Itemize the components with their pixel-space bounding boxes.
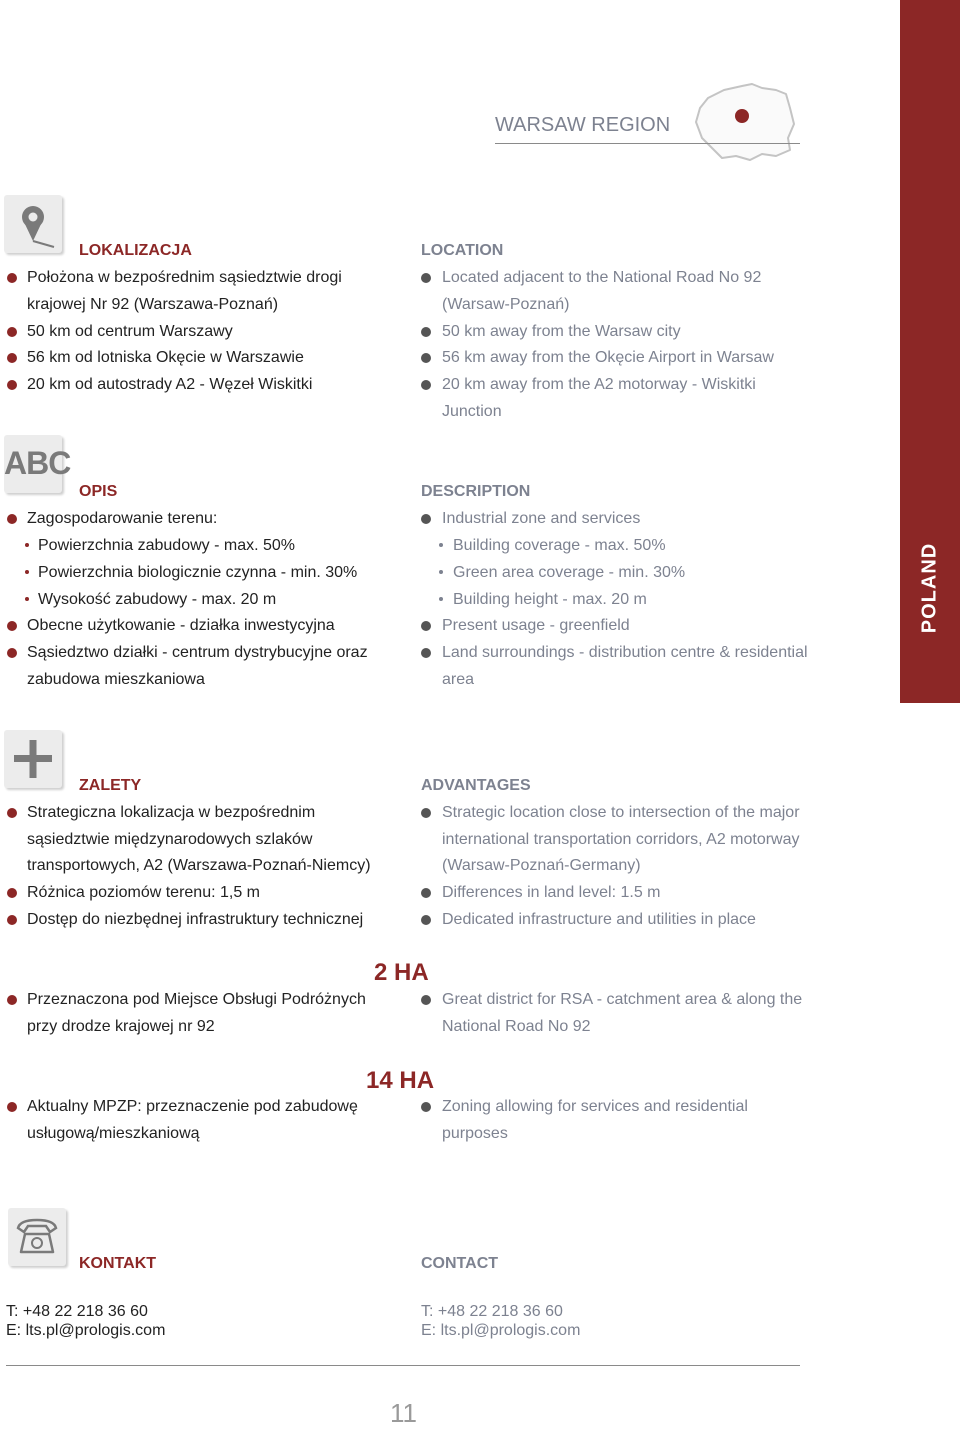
advantages-pl-line: sąsiedztwie międzynarodowych szlaków (27, 831, 313, 848)
header-divider (495, 143, 800, 144)
bullet-dot (7, 808, 17, 818)
description-en-line: Industrial zone and services (442, 510, 641, 527)
bullet-dot (421, 273, 431, 283)
bullet-dot (7, 888, 17, 898)
bullet-dot (421, 808, 431, 818)
location-en-line: 50 km away from the Warsaw city (442, 323, 681, 340)
country-label: POLAND (918, 542, 941, 634)
bullet-dot (7, 995, 17, 1005)
telephone-icon (8, 1208, 66, 1266)
plot-2ha-pl-line: przy drodze krajowej nr 92 (27, 1018, 215, 1035)
contact-heading-pl: KONTAKT (79, 1255, 157, 1272)
contact-email-pl[interactable]: E: lts.pl@prologis.com (6, 1322, 166, 1339)
description-en-line: area (442, 671, 475, 688)
sub-bullet-dot (439, 543, 443, 547)
sub-bullet-dot (439, 570, 443, 574)
advantages-pl-line: transportowych, A2 (Warszawa-Poznań-Niemcy) (27, 857, 371, 874)
location-pin-icon (4, 195, 62, 253)
plot-14ha-en-line: purposes (442, 1125, 508, 1142)
location-en-line: 20 km away from the A2 motorway - Wiskitki (442, 376, 756, 393)
sub-bullet-dot (25, 570, 29, 574)
sub-bullet-dot (439, 597, 443, 601)
plot-14ha-en-line: Zoning allowing for services and residential (442, 1098, 748, 1115)
bullet-dot (421, 888, 431, 898)
advantages-heading-pl: ZALETY (79, 777, 142, 794)
plot-14ha-pl-line: Aktualny MPZP: przeznaczenie pod zabudowę (27, 1098, 358, 1115)
description-en-line: Building coverage - max. 50% (453, 537, 666, 554)
bullet-dot (7, 327, 17, 337)
bullet-dot (7, 648, 17, 658)
plot-2ha-label: 2 HA (374, 959, 429, 986)
bullet-dot (7, 514, 17, 524)
bullet-dot (421, 380, 431, 390)
bullet-dot (421, 327, 431, 337)
location-pl-line: Położona w bezpośrednim sąsiedztwie drogi (27, 269, 342, 286)
contact-heading-en: CONTACT (421, 1255, 499, 1272)
advantages-en-line: international transportation corridors, A2 motorway (442, 831, 800, 848)
location-pl-line: krajowej Nr 92 (Warszawa-Poznań) (27, 296, 279, 313)
plus-icon (4, 730, 62, 788)
description-pl-line: Powierzchnia biologicznie czynna - min. 30% (38, 564, 358, 581)
description-pl-line: Obecne użytkowanie - działka inwestycyjna (27, 617, 335, 634)
plot-14ha-label: 14 HA (366, 1067, 435, 1094)
advantages-en-line: Differences in land level: 1.5 m (442, 884, 661, 901)
abc-icon (4, 435, 71, 493)
bullet-dot (421, 514, 431, 524)
advantages-pl-line: Dostęp do niezbędnej infrastruktury technicznej (27, 911, 364, 928)
bullet-dot (421, 1102, 431, 1112)
bullet-dot (7, 273, 17, 283)
location-en-line: Junction (442, 403, 502, 420)
contact-phone-en: T: +48 22 218 36 60 (421, 1303, 563, 1320)
location-heading-en: LOCATION (421, 242, 504, 259)
location-pl-line: 56 km od lotniska Okęcie w Warszawie (27, 349, 304, 366)
bullet-dot (7, 915, 17, 925)
location-en-line: 56 km away from the Okęcie Airport in Warsaw (442, 349, 774, 366)
description-en-line: Land surroundings - distribution centre & residential (442, 644, 808, 661)
description-en-line: Present usage - greenfield (442, 617, 630, 634)
description-heading-pl: OPIS (79, 483, 118, 500)
description-en-line: Building height - max. 20 m (453, 591, 647, 608)
plot-2ha-pl-line: Przeznaczona pod Miejsce Obsługi Podróżnych (27, 991, 366, 1008)
region-title: WARSAW REGION (495, 114, 671, 136)
abc-icon-text: ABC (4, 445, 71, 481)
advantages-en-line: Strategic location close to intersection of the major (442, 804, 800, 821)
advantages-en-line: (Warsaw-Poznań-Germany) (442, 857, 641, 874)
contact-phone-pl: T: +48 22 218 36 60 (6, 1303, 148, 1320)
bullet-dot (7, 1102, 17, 1112)
location-pl-line: 50 km od centrum Warszawy (27, 323, 233, 340)
sub-bullet-dot (25, 597, 29, 601)
location-pl-line: 20 km od autostrady A2 - Węzeł Wiskitki (27, 376, 313, 393)
advantages-pl-line: Różnica poziomów terenu: 1,5 m (27, 884, 260, 901)
side-label (900, 0, 960, 703)
advantages-pl-line: Strategiczna lokalizacja w bezpośrednim (27, 804, 316, 821)
bullet-dot (421, 353, 431, 363)
bullet-dot (421, 995, 431, 1005)
description-pl-line: Powierzchnia zabudowy - max. 50% (38, 537, 296, 554)
location-en-line: (Warsaw-Poznań) (442, 296, 570, 313)
bullet-dot (421, 915, 431, 925)
advantages-en-line: Dedicated infrastructure and utilities in place (442, 911, 756, 928)
poland-map-icon (690, 80, 800, 162)
bullet-dot (7, 353, 17, 363)
bullet-dot (421, 621, 431, 631)
contact-email-en[interactable]: E: lts.pl@prologis.com (421, 1322, 581, 1339)
description-pl-line: Zagospodarowanie terenu: (27, 510, 218, 527)
description-en-line: Green area coverage - min. 30% (453, 564, 686, 581)
description-pl-line: Sąsiedztwo działki - centrum dystrybucyjne oraz (27, 644, 368, 661)
plot-14ha-pl-line: usługową/mieszkaniową (27, 1125, 200, 1142)
page-number: 11 (390, 1398, 417, 1428)
location-heading-pl: LOKALIZACJA (79, 242, 192, 259)
plot-2ha-en-line: National Road No 92 (442, 1018, 591, 1035)
location-en-line: Located adjacent to the National Road No 92 (442, 269, 762, 286)
advantages-heading-en: ADVANTAGES (421, 777, 531, 794)
bullet-dot (7, 380, 17, 390)
bullet-dot (7, 621, 17, 631)
description-pl-line: zabudowa mieszkaniowa (27, 671, 205, 688)
bullet-dot (421, 648, 431, 658)
footer-divider (6, 1365, 800, 1366)
sub-bullet-dot (25, 543, 29, 547)
plot-2ha-en-line: Great district for RSA - catchment area & along the (442, 991, 803, 1008)
description-pl-line: Wysokość zabudowy - max. 20 m (38, 591, 277, 608)
description-heading-en: DESCRIPTION (421, 483, 531, 500)
